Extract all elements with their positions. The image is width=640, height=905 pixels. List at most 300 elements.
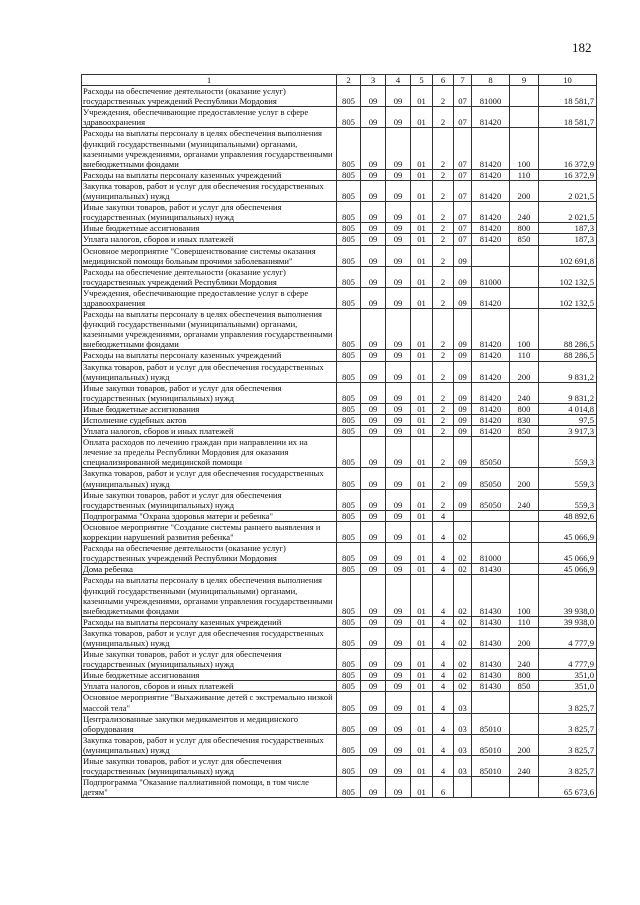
row-code: 09 — [386, 649, 411, 670]
row-code: 09 — [386, 670, 411, 681]
table-row — [82, 350, 597, 361]
row-description: Закупка товаров, работ и услуг для обеспечения государственных (муниципальных) нужд — [82, 734, 337, 755]
row-code: 01 — [411, 266, 433, 287]
row-code: 09 — [386, 489, 411, 510]
row-code: 805 — [337, 543, 361, 564]
table-row — [82, 649, 597, 670]
row-code: 09 — [361, 510, 386, 521]
row-amount: 102 132,5 — [539, 287, 597, 308]
row-amount: 4 014,8 — [539, 403, 597, 414]
row-code: 01 — [411, 681, 433, 692]
table-row — [82, 616, 597, 627]
header-cell: 3 — [361, 75, 386, 86]
header-cell: 4 — [386, 75, 411, 86]
row-code — [510, 107, 539, 128]
row-description: Иные закупки товаров, работ и услуг для обеспечения государственных (муниципальных) нужд — [82, 756, 337, 777]
row-code: 09 — [361, 692, 386, 713]
row-code: 01 — [411, 616, 433, 627]
row-amount: 3 825,7 — [539, 713, 597, 734]
row-code — [510, 692, 539, 713]
page-number: 182 — [572, 40, 592, 55]
row-code: 805 — [337, 713, 361, 734]
row-code: 81420 — [472, 234, 510, 245]
row-code: 09 — [386, 415, 411, 426]
row-code: 07 — [454, 128, 472, 169]
row-code: 09 — [361, 309, 386, 350]
row-code: 85050 — [472, 437, 510, 468]
row-amount: 18 581,7 — [539, 107, 597, 128]
row-code: 81420 — [472, 382, 510, 403]
row-code: 09 — [361, 107, 386, 128]
row-code: 02 — [454, 649, 472, 670]
row-amount: 97,5 — [539, 415, 597, 426]
row-code: 81420 — [472, 223, 510, 234]
row-code — [454, 510, 472, 521]
row-code: 2 — [433, 107, 454, 128]
row-code: 07 — [454, 234, 472, 245]
row-code: 01 — [411, 543, 433, 564]
row-code: 805 — [337, 649, 361, 670]
row-code: 09 — [386, 266, 411, 287]
table-row — [82, 223, 597, 234]
row-amount: 3 825,7 — [539, 692, 597, 713]
row-code: 81420 — [472, 415, 510, 426]
row-code: 800 — [510, 223, 539, 234]
row-code: 09 — [454, 426, 472, 437]
row-code: 2 — [433, 86, 454, 107]
row-code: 240 — [510, 649, 539, 670]
row-code: 2 — [433, 309, 454, 350]
row-code: 09 — [386, 245, 411, 266]
row-code: 81430 — [472, 564, 510, 575]
row-code: 07 — [454, 169, 472, 180]
row-code: 09 — [361, 670, 386, 681]
row-code: 800 — [510, 670, 539, 681]
row-amount: 39 938,0 — [539, 616, 597, 627]
row-code: 07 — [454, 180, 472, 201]
row-code: 2 — [433, 234, 454, 245]
table-row — [82, 415, 597, 426]
row-code: 09 — [454, 350, 472, 361]
row-code: 2 — [433, 287, 454, 308]
row-amount: 39 938,0 — [539, 575, 597, 616]
row-code: 09 — [386, 437, 411, 468]
row-code — [472, 245, 510, 266]
row-code: 100 — [510, 575, 539, 616]
header-cell: 8 — [472, 75, 510, 86]
row-amount: 187,3 — [539, 223, 597, 234]
row-code: 805 — [337, 86, 361, 107]
row-code: 805 — [337, 489, 361, 510]
row-code: 81430 — [472, 670, 510, 681]
row-description: Расходы на обеспечение деятельности (оказание услуг) государственных учреждений Республики Мордовия — [82, 543, 337, 564]
row-amount: 48 892,6 — [539, 510, 597, 521]
row-code: 02 — [454, 627, 472, 648]
row-code — [510, 510, 539, 521]
row-code: 830 — [510, 415, 539, 426]
row-code: 09 — [361, 681, 386, 692]
row-description: Закупка товаров, работ и услуг для обеспечения государственных (муниципальных) нужд — [82, 361, 337, 382]
row-code: 805 — [337, 287, 361, 308]
row-code: 805 — [337, 234, 361, 245]
row-code: 200 — [510, 361, 539, 382]
row-description: Учреждения, обеспечивающие предоставление услуг в сфере здравоохранения — [82, 287, 337, 308]
row-code: 6 — [433, 777, 454, 798]
row-code: 09 — [386, 681, 411, 692]
row-amount: 351,0 — [539, 670, 597, 681]
row-code — [510, 86, 539, 107]
row-code: 4 — [433, 649, 454, 670]
row-code: 09 — [386, 309, 411, 350]
row-code: 09 — [454, 245, 472, 266]
table-row — [82, 521, 597, 542]
row-code: 805 — [337, 627, 361, 648]
row-code: 09 — [361, 543, 386, 564]
row-code: 850 — [510, 681, 539, 692]
row-code: 81000 — [472, 543, 510, 564]
row-code: 4 — [433, 627, 454, 648]
row-code — [472, 510, 510, 521]
table-row — [82, 756, 597, 777]
row-code: 09 — [361, 234, 386, 245]
row-code: 805 — [337, 245, 361, 266]
row-code: 01 — [411, 510, 433, 521]
row-code: 850 — [510, 426, 539, 437]
row-code: 02 — [454, 521, 472, 542]
row-code: 09 — [454, 361, 472, 382]
row-code: 805 — [337, 437, 361, 468]
row-code: 805 — [337, 415, 361, 426]
row-description: Расходы на обеспечение деятельности (оказание услуг) государственных учреждений Республики Мордовия — [82, 86, 337, 107]
row-description: Подпрограмма "Охрана здоровья матери и ребенка" — [82, 510, 337, 521]
row-code — [510, 777, 539, 798]
row-code: 01 — [411, 86, 433, 107]
row-code: 09 — [386, 426, 411, 437]
row-code: 09 — [454, 287, 472, 308]
row-code: 805 — [337, 128, 361, 169]
row-code: 09 — [386, 521, 411, 542]
row-code: 09 — [386, 180, 411, 201]
row-code: 81420 — [472, 361, 510, 382]
row-amount: 102 132,5 — [539, 266, 597, 287]
table-row — [82, 287, 597, 308]
row-amount: 559,3 — [539, 489, 597, 510]
row-amount: 351,0 — [539, 681, 597, 692]
header-cell: 5 — [411, 75, 433, 86]
table-row — [82, 202, 597, 223]
row-code: 200 — [510, 734, 539, 755]
row-code: 09 — [361, 756, 386, 777]
row-code: 09 — [386, 713, 411, 734]
table-row — [82, 234, 597, 245]
row-code: 09 — [454, 489, 472, 510]
row-code: 01 — [411, 489, 433, 510]
row-code: 01 — [411, 169, 433, 180]
row-code: 805 — [337, 309, 361, 350]
row-code: 805 — [337, 426, 361, 437]
row-code: 85010 — [472, 734, 510, 755]
row-code: 09 — [454, 309, 472, 350]
row-code: 09 — [454, 266, 472, 287]
row-code: 805 — [337, 361, 361, 382]
row-code: 09 — [386, 627, 411, 648]
table-row — [82, 426, 597, 437]
row-amount: 45 066,9 — [539, 564, 597, 575]
table-row — [82, 510, 597, 521]
row-code: 81420 — [472, 350, 510, 361]
row-code — [510, 245, 539, 266]
row-code: 240 — [510, 489, 539, 510]
row-code: 01 — [411, 426, 433, 437]
table-row — [82, 245, 597, 266]
row-code: 09 — [386, 86, 411, 107]
row-code: 09 — [386, 692, 411, 713]
row-code: 01 — [411, 564, 433, 575]
table-row — [82, 575, 597, 616]
row-code — [472, 521, 510, 542]
row-description: Расходы на выплаты персоналу в целях обеспечения выполнения функций государственными (муниципальными) органами, казенными учреждениями, органами управления государственными внебюджетными фондами — [82, 575, 337, 616]
row-code: 81000 — [472, 266, 510, 287]
row-amount: 65 673,6 — [539, 777, 597, 798]
row-code: 01 — [411, 350, 433, 361]
row-code: 09 — [361, 616, 386, 627]
row-code: 01 — [411, 107, 433, 128]
row-code: 2 — [433, 202, 454, 223]
table-row — [82, 309, 597, 350]
row-code: 2 — [433, 169, 454, 180]
table-row — [82, 734, 597, 755]
row-code: 02 — [454, 543, 472, 564]
row-code — [454, 777, 472, 798]
row-code: 81420 — [472, 107, 510, 128]
row-code: 100 — [510, 309, 539, 350]
table-row — [82, 543, 597, 564]
header-cell: 9 — [510, 75, 539, 86]
row-code: 09 — [386, 564, 411, 575]
row-code: 4 — [433, 670, 454, 681]
row-code: 01 — [411, 403, 433, 414]
row-amount: 18 581,7 — [539, 86, 597, 107]
row-code: 09 — [454, 382, 472, 403]
row-code: 4 — [433, 616, 454, 627]
row-code: 09 — [361, 575, 386, 616]
row-code — [510, 713, 539, 734]
row-amount: 4 777,9 — [539, 627, 597, 648]
row-code: 2 — [433, 180, 454, 201]
row-code: 09 — [361, 777, 386, 798]
row-amount: 88 286,5 — [539, 350, 597, 361]
row-description: Иные закупки товаров, работ и услуг для обеспечения государственных (муниципальных) нужд — [82, 489, 337, 510]
row-code: 81420 — [472, 309, 510, 350]
row-code: 200 — [510, 180, 539, 201]
row-code: 2 — [433, 245, 454, 266]
row-code: 09 — [361, 128, 386, 169]
table-row — [82, 266, 597, 287]
row-code: 01 — [411, 309, 433, 350]
row-code: 09 — [361, 266, 386, 287]
row-code: 81420 — [472, 180, 510, 201]
header-cell: 1 — [82, 75, 337, 86]
row-code: 01 — [411, 128, 433, 169]
row-amount: 3 825,7 — [539, 756, 597, 777]
row-code: 09 — [386, 234, 411, 245]
row-code: 2 — [433, 223, 454, 234]
row-code: 01 — [411, 670, 433, 681]
row-amount: 16 372,9 — [539, 169, 597, 180]
row-code: 805 — [337, 616, 361, 627]
row-description: Закупка товаров, работ и услуг для обеспечения государственных (муниципальных) нужд — [82, 468, 337, 489]
row-code: 805 — [337, 107, 361, 128]
row-code — [510, 266, 539, 287]
row-code: 805 — [337, 169, 361, 180]
row-description: Дома ребенка — [82, 564, 337, 575]
row-code: 2 — [433, 382, 454, 403]
row-code: 09 — [361, 180, 386, 201]
row-code: 805 — [337, 521, 361, 542]
row-code: 800 — [510, 403, 539, 414]
row-code: 240 — [510, 382, 539, 403]
row-code: 01 — [411, 437, 433, 468]
row-code: 4 — [433, 756, 454, 777]
row-code: 09 — [386, 777, 411, 798]
row-code: 01 — [411, 692, 433, 713]
table-row — [82, 777, 597, 798]
row-description: Основное мероприятие "Совершенствование системы оказания медицинской помощи больным прочими заболеваниями" — [82, 245, 337, 266]
row-description: Иные бюджетные ассигнования — [82, 403, 337, 414]
row-code: 200 — [510, 468, 539, 489]
row-amount: 3 917,3 — [539, 426, 597, 437]
row-code: 81430 — [472, 575, 510, 616]
row-amount: 187,3 — [539, 234, 597, 245]
table-row — [82, 489, 597, 510]
row-description: Закупка товаров, работ и услуг для обеспечения государственных (муниципальных) нужд — [82, 627, 337, 648]
row-description: Иные закупки товаров, работ и услуг для обеспечения государственных (муниципальных) нужд — [82, 382, 337, 403]
row-code: 09 — [361, 713, 386, 734]
row-code: 01 — [411, 521, 433, 542]
row-amount: 102 691,8 — [539, 245, 597, 266]
table-row — [82, 169, 597, 180]
row-code: 4 — [433, 543, 454, 564]
row-code: 02 — [454, 575, 472, 616]
row-description: Закупка товаров, работ и услуг для обеспечения государственных (муниципальных) нужд — [82, 180, 337, 201]
row-code: 09 — [386, 350, 411, 361]
row-code: 07 — [454, 86, 472, 107]
row-description: Иные закупки товаров, работ и услуг для обеспечения государственных (муниципальных) нужд — [82, 649, 337, 670]
row-code: 01 — [411, 713, 433, 734]
row-code: 09 — [361, 169, 386, 180]
row-code: 01 — [411, 756, 433, 777]
row-code — [472, 692, 510, 713]
table-row — [82, 86, 597, 107]
row-code: 81430 — [472, 616, 510, 627]
row-code: 09 — [361, 223, 386, 234]
row-amount: 16 372,9 — [539, 128, 597, 169]
row-amount: 9 831,2 — [539, 382, 597, 403]
row-code: 09 — [454, 403, 472, 414]
row-code: 09 — [361, 649, 386, 670]
row-code: 81430 — [472, 681, 510, 692]
row-code: 805 — [337, 510, 361, 521]
row-description: Расходы на выплаты персоналу казенных учреждений — [82, 616, 337, 627]
row-code: 09 — [386, 616, 411, 627]
row-code: 07 — [454, 202, 472, 223]
header-cell: 7 — [454, 75, 472, 86]
row-code: 805 — [337, 692, 361, 713]
row-code: 09 — [361, 734, 386, 755]
row-code: 240 — [510, 202, 539, 223]
row-description: Уплата налогов, сборов и иных платежей — [82, 426, 337, 437]
row-code: 01 — [411, 287, 433, 308]
row-code: 4 — [433, 713, 454, 734]
row-code: 01 — [411, 649, 433, 670]
table-row — [82, 692, 597, 713]
row-code: 09 — [361, 245, 386, 266]
row-code: 4 — [433, 575, 454, 616]
row-code: 4 — [433, 564, 454, 575]
row-code: 81430 — [472, 649, 510, 670]
row-code: 110 — [510, 169, 539, 180]
row-amount: 559,3 — [539, 437, 597, 468]
row-description: Расходы на выплаты персоналу в целях обеспечения выполнения функций государственными (муниципальными) органами, казенными учреждениями, органами управления государственными внебюджетными фондами — [82, 128, 337, 169]
row-code — [510, 437, 539, 468]
row-code: 85010 — [472, 756, 510, 777]
row-code: 09 — [361, 86, 386, 107]
row-code: 805 — [337, 756, 361, 777]
row-code: 02 — [454, 616, 472, 627]
table-row — [82, 128, 597, 169]
row-code: 2 — [433, 266, 454, 287]
row-code: 01 — [411, 202, 433, 223]
row-code: 2 — [433, 468, 454, 489]
row-code: 2 — [433, 361, 454, 382]
row-amount: 4 777,9 — [539, 649, 597, 670]
row-code: 81420 — [472, 426, 510, 437]
row-code: 01 — [411, 468, 433, 489]
row-code: 01 — [411, 223, 433, 234]
row-code: 09 — [361, 437, 386, 468]
row-code: 200 — [510, 627, 539, 648]
row-code: 805 — [337, 777, 361, 798]
row-code: 4 — [433, 681, 454, 692]
row-code: 01 — [411, 627, 433, 648]
row-code — [510, 287, 539, 308]
header-cell: 6 — [433, 75, 454, 86]
row-code: 09 — [386, 543, 411, 564]
table-body — [82, 86, 597, 798]
row-code: 09 — [361, 202, 386, 223]
row-code: 81420 — [472, 128, 510, 169]
row-code: 805 — [337, 382, 361, 403]
row-code: 02 — [454, 564, 472, 575]
row-code: 85010 — [472, 713, 510, 734]
row-code: 805 — [337, 266, 361, 287]
row-code: 09 — [386, 734, 411, 755]
row-code: 09 — [361, 489, 386, 510]
table-row — [82, 564, 597, 575]
row-description: Подпрограмма "Оказание паллиативной помощи, в том числе детям" — [82, 777, 337, 798]
row-code: 03 — [454, 692, 472, 713]
table-row — [82, 627, 597, 648]
row-code: 09 — [454, 415, 472, 426]
row-description: Иные бюджетные ассигнования — [82, 223, 337, 234]
table-row — [82, 670, 597, 681]
row-code: 01 — [411, 180, 433, 201]
row-code: 09 — [386, 575, 411, 616]
row-code: 850 — [510, 234, 539, 245]
table-row — [82, 437, 597, 468]
row-code: 4 — [433, 510, 454, 521]
row-code: 4 — [433, 521, 454, 542]
